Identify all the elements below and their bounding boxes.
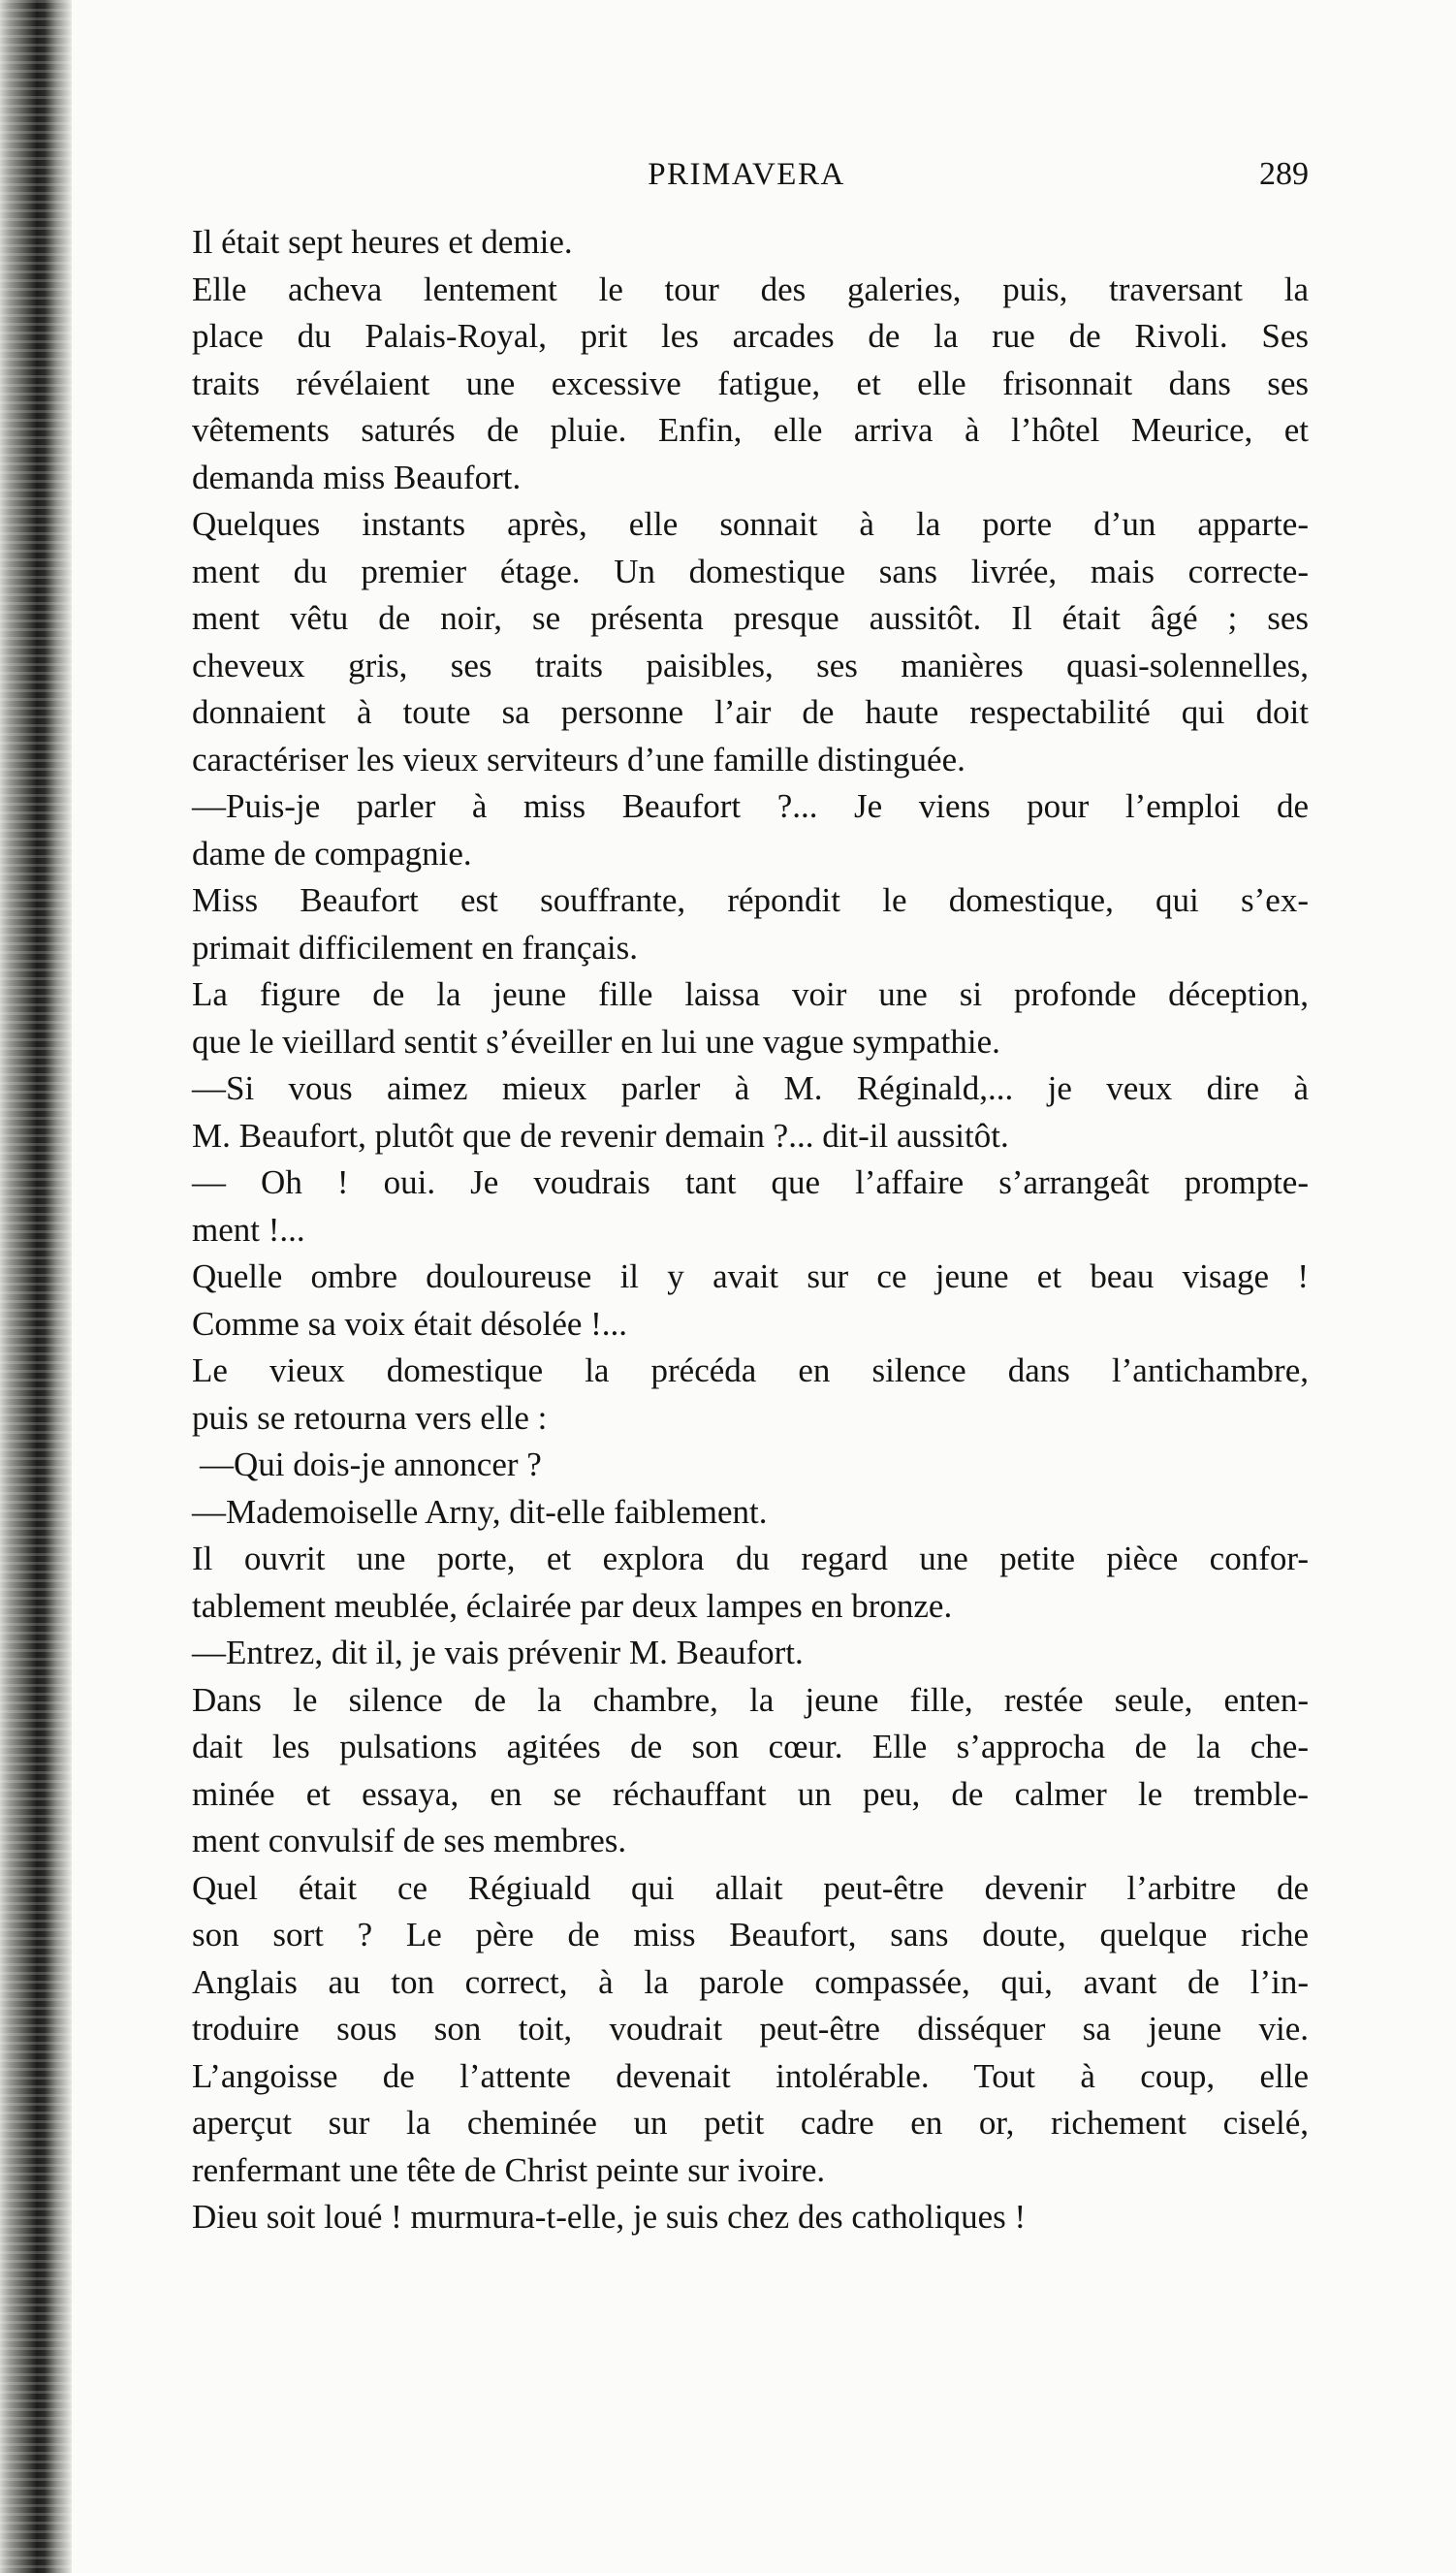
text-line: Quel était ce Régiuald qui allait peut-être devenir l’arbitre de (192, 1868, 1309, 1907)
text-line: Le vieux domestique la précéda en silence dans l’antichambre, (192, 1351, 1309, 1389)
binding-edge (0, 0, 72, 2573)
text-line: Anglais au ton correct, à la parole compassée, qui, avant de l’in- (192, 1962, 1309, 2001)
text-line: cheveux gris, ses traits paisibles, ses manières quasi-solennelles, (192, 646, 1309, 684)
text-line: Dans le silence de la chambre, la jeune fille, restée seule, enten- (192, 1680, 1309, 1719)
text-line: ment vêtu de noir, se présenta presque aussitôt. Il était âgé ; ses (192, 599, 1309, 637)
text-line: Comme sa voix était désolée !... (192, 1304, 628, 1343)
text-line: Elle acheva lentement le tour des galeries, puis, traversant la (192, 270, 1309, 308)
body-text (192, 219, 1309, 2241)
text-line: ment du premier étage. Un domestique sans livrée, mais correcte- (192, 552, 1309, 590)
text-line: troduire sous son toit, voudrait peut-être disséquer sa jeune vie. (192, 2010, 1309, 2048)
text-line: dait les pulsations agitées de son cœur. Elle s’approcha de la che- (192, 1728, 1309, 1765)
text-line: minée et essaya, en se réchauffant un peu, de calmer le tremble- (192, 1774, 1309, 1813)
text-line: vêtements saturés de pluie. Enfin, elle arriva à l’hôtel Meurice, et (192, 411, 1309, 449)
text-line: Quelques instants après, elle sonnait à la porte d’un apparte- (192, 505, 1309, 543)
text-line: renfermant une tête de Christ peinte sur ivoire. (192, 2150, 826, 2189)
text-line: M. Beaufort, plutôt que de revenir demain ?... dit-il aussitôt. (192, 1116, 1009, 1155)
running-title: PRIMAVERA (648, 157, 845, 192)
text-line: son sort ? Le père de miss Beaufort, sans doute, quelque riche (192, 1916, 1309, 1954)
text-line: ment !... (192, 1210, 305, 1249)
text-line: Quelle ombre douloureuse il y avait sur ce jeune et beau visage ! (192, 1257, 1309, 1295)
text-line: Dieu soit loué ! murmura-t-elle, je suis chez des catholiques ! (192, 2198, 1027, 2236)
text-line: —Entrez, dit il, je vais prévenir M. Beaufort. (192, 1634, 804, 1671)
text-line: Miss Beaufort est souffrante, répondit le domestique, qui s’ex- (192, 881, 1309, 919)
text-line: aperçut sur la cheminée un petit cadre en or, richement ciselé, (192, 2104, 1309, 2142)
text-line: Il était sept heures et demie. (192, 223, 573, 261)
text-line: Il ouvrit une porte, et explora du regard une petite pièce confor- (192, 1540, 1309, 1577)
text-line: —Si vous aimez mieux parler à M. Réginald,... je veux dire à (192, 1069, 1309, 1107)
text-line: —Mademoiselle Arny, dit-elle faiblement. (192, 1492, 768, 1531)
text-line: donnaient à toute sa personne l’air de haute respectabilité qui doit (192, 693, 1309, 731)
text-line: ment convulsif de ses membres. (192, 1822, 627, 1859)
text-line: place du Palais-Royal, prit les arcades de la rue de Rivoli. Ses (192, 317, 1309, 355)
text-line: primait difficilement en français. (192, 928, 639, 967)
text-line: —Puis-je parler à miss Beaufort ?... Je viens pour l’emploi de (192, 787, 1309, 825)
page-number: 289 (1259, 156, 1309, 192)
text-line: L’angoisse de l’attente devenait intolérable. Tout à coup, elle (192, 2056, 1309, 2095)
text-line: demanda miss Beaufort. (192, 458, 522, 496)
text-line: — Oh ! oui. Je voudrais tant que l’affaire s’arrangeât prompte- (192, 1163, 1309, 1201)
text-line: traits révélaient une excessive fatigue, et elle frisonnait dans ses (192, 364, 1309, 402)
text-line: La figure de la jeune fille laissa voir une si profonde déception, (192, 975, 1309, 1013)
page-header (184, 145, 1309, 204)
text-line: dame de compagnie. (192, 834, 472, 873)
text-line: —Qui dois-je annoncer ? (200, 1445, 542, 1483)
text-line: caractériser les vieux serviteurs d’une famille distinguée. (192, 740, 965, 778)
text-line: que le vieillard sentit s’éveiller en lui une vague sympathie. (192, 1022, 1000, 1061)
text-line: puis se retourna vers elle : (192, 1398, 548, 1437)
text-line: tablement meublée, éclairée par deux lampes en bronze. (192, 1586, 953, 1625)
